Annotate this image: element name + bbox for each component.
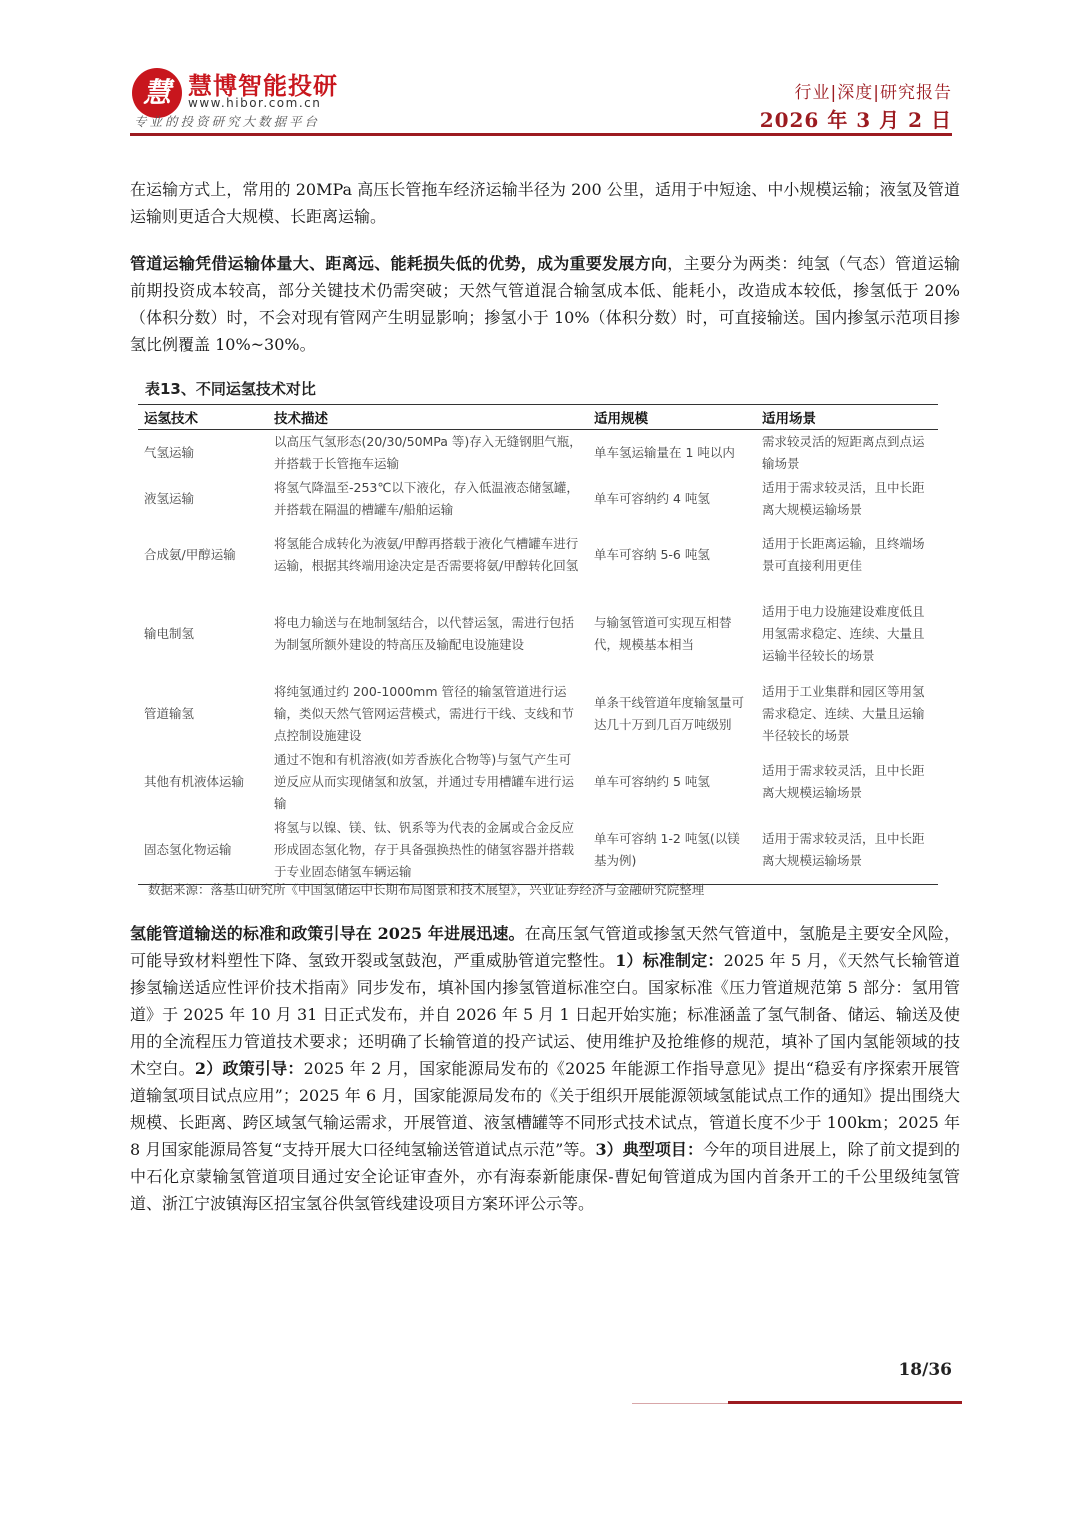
hibor-logo-icon: 慧 bbox=[132, 68, 182, 118]
cell-scene: 适用于长距离运输，且终端场景可直接利用更佳 bbox=[762, 536, 925, 573]
cell-scale: 单条干线管道年度输氢量可达几十万到几百万吨级别 bbox=[594, 695, 745, 732]
standards-text-1: 在高压氢气管道或掺氢天然气管道中，氢脆是主要安全风险，可能导致材料塑性下降、氢致开裂或氢鼓泡，严重威胁管道完整性。 bbox=[130, 924, 960, 970]
cell-scale: 单车氢运输量在 1 吨以内 bbox=[594, 445, 735, 460]
cell-scene: 适用于需求较灵活，且中长距离大规模运输场景 bbox=[762, 763, 925, 800]
cell-scene: 适用于工业集群和园区等用氢需求稳定、连续、大量且运输半径较长的场景 bbox=[762, 684, 925, 743]
table-header-row bbox=[138, 405, 938, 430]
report-type: 行业|深度|研究报告 bbox=[794, 83, 952, 103]
page-number: 18/36 bbox=[898, 1360, 952, 1380]
paragraph-standards-policy bbox=[130, 920, 960, 1217]
cell-desc: 将电力输送与在地制氢结合，以代替运氢，需进行包括为制氢所额外建设的特高压及输配电设施建设 bbox=[274, 615, 575, 652]
cell-tech: 其他有机液体运输 bbox=[144, 774, 245, 789]
pipeline-lead-sentence: 管道运输凭借运输体量大、距离远、能耗损失低的优势，成为重要发展方向 bbox=[130, 254, 668, 273]
standards-lead-sentence: 氢能管道输送的标准和政策引导在 2025 年进展迅速。 bbox=[130, 924, 525, 943]
table-row bbox=[138, 522, 938, 588]
cell-scene: 需求较灵活的短距离点到点运输场景 bbox=[762, 434, 925, 471]
paragraph-transport-modes: 在运输方式上，常用的 20MPa 高压长管拖车经济运输半径为 200 公里，适用于中短途、中小规模运输；液氢及管道运输则更适合大规模、长距离运输。 bbox=[130, 180, 960, 226]
cell-tech: 输电制氢 bbox=[144, 626, 195, 641]
table-row bbox=[138, 430, 938, 477]
cell-scale: 单车可容纳约 4 吨氢 bbox=[594, 491, 710, 506]
cell-desc: 将氢能合成转化为液氨/甲醇再搭载于液化气槽罐车进行运输，根据其终端用途决定是否需要将氨/甲醇转化回氢 bbox=[274, 536, 579, 573]
table-source-note: 数据来源：落基山研究所《中国氢储运中长期布局图景和技术展望》，兴业证券经济与金融研究院整理 bbox=[148, 882, 705, 897]
page-header bbox=[130, 62, 952, 136]
standards-text-4: 今年的项目进展上，除了前文提到的中石化京蒙输氢管道项目通过安全论证审查外，亦有海泰新能康保-曹妃甸管道成为国内首条开工的千公里级纯氢管道、浙江宁波镇海区招宝氢谷供氢管线建设项目方案环评公示等。 bbox=[130, 1140, 960, 1213]
cell-scale: 单车可容纳约 5 吨氢 bbox=[594, 774, 710, 789]
header-tech: 运氢技术 bbox=[138, 405, 268, 430]
table-title: 表13、不同运氢技术对比 bbox=[145, 380, 316, 398]
cell-desc: 以高压气氢形态(20/30/50MPa 等)存入无缝钢胆气瓶，并搭载于长管拖车运输 bbox=[274, 434, 582, 471]
table-row bbox=[138, 680, 938, 748]
header-scene: 适用场景 bbox=[756, 405, 938, 430]
report-date: 2026 年 3 月 2 日 bbox=[759, 108, 952, 132]
header-desc: 技术描述 bbox=[268, 405, 588, 430]
pipeline-body-text: ，主要分为两类：纯氢（气态）管道运输前期投资成本较高，部分关键技术仍需突破；天然气管道混合输氢成本低、能耗小，改造成本较低，掺氢低于 20%（体积分数）时，不会对现有管网产生明显影响；掺氢小于 10%（体积分数）时，可直接输送。国内掺氢示范项目掺氢比例覆盖 10%~30%。 bbox=[130, 254, 960, 354]
standards-heading-3: 3）典型项目： bbox=[595, 1140, 704, 1159]
cell-tech: 液氢运输 bbox=[144, 491, 195, 506]
standards-heading-1: 1）标准制定： bbox=[615, 951, 724, 970]
cell-scale: 单车可容纳 5-6 吨氢 bbox=[594, 547, 710, 562]
cell-scene: 适用于电力设施建设难度低且用氢需求稳定、连续、大量且运输半径较长的场景 bbox=[762, 604, 925, 663]
cell-scale: 单车可容纳 1-2 吨氢(以镁基为例) bbox=[588, 816, 756, 885]
brand-url: www.hibor.com.cn bbox=[188, 96, 322, 110]
cell-tech: 管道输氢 bbox=[144, 706, 195, 721]
cell-desc: 通过不饱和有机溶液(如芳香族化合物等)与氢气产生可逆反应从而实现储氢和放氢，并通过专用槽罐车进行运输 bbox=[274, 752, 575, 811]
cell-scale: 与输氢管道可实现互相替代，规模基本相当 bbox=[594, 615, 732, 652]
cell-tech: 气氢运输 bbox=[144, 445, 195, 460]
brand-slogan: 专业的投资研究大数据平台 bbox=[134, 114, 321, 129]
paragraph-pipeline-transport bbox=[130, 250, 960, 358]
table-row bbox=[138, 816, 938, 885]
table-row bbox=[138, 748, 938, 816]
standards-text-3: 2025 年 2 月，国家能源局发布的《2025 年能源工作指导意见》提出“稳妥有序探索开展管道输氢项目试点应用”；2025 年 6 月，国家能源局发布的《关于组织开展能源领域氢能试点工作的通知》提出围绕大规模、长距离、跨区域氢气输运需求，开展管道、液氢槽罐等不同形式技术试点，管道长度不少于 100km；2025 年 8 月国家能源局答复“支持开展大口径纯氢输送管道试点示范”等。 bbox=[130, 1059, 960, 1159]
cell-desc: 将氢气降温至-253℃以下液化，存入低温液态储氢罐，并搭载在隔温的槽罐车/船舶运输 bbox=[274, 480, 579, 517]
standards-text-2: 2025 年 5 月，《天然气长输管道掺氢输送适应性评价技术指南》同步发布，填补国内掺氢管道标准空白。国家标准《压力管道规范第 5 部分：氢用管道》于 2025 年 10 月 31 日正式发布，并自 2026 年 5 月 1 日起开始实施；标准涵盖了氢气制备、储运、输送及使用的全流程压力管道技术要求；还明确了长输管道的投产试运、使用维护及抢维修的规范，填补了国内氢能领域的技术空白。 bbox=[130, 951, 960, 1078]
cell-desc: 将氢与以镍、镁、钛、钒系等为代表的金属或合金反应形成固态氢化物，存于具备强换热性的储氢容器并搭载于专业固态储氢车辆运输 bbox=[268, 816, 588, 885]
cell-tech: 固态氢化物运输 bbox=[138, 816, 268, 885]
header-scale: 适用规模 bbox=[588, 405, 756, 430]
table-row bbox=[138, 588, 938, 680]
standards-heading-2: 2）政策引导： bbox=[194, 1059, 304, 1078]
cell-desc: 将纯氢通过约 200-1000mm 管径的输氢管道进行运输，类似天然气管网运营模式，需进行干线、支线和节点控制设施建设 bbox=[274, 684, 575, 743]
hydrogen-transport-comparison-table bbox=[138, 404, 938, 885]
footer-divider bbox=[728, 1401, 962, 1404]
brand-name: 慧博智能投研 bbox=[188, 72, 338, 100]
cell-scene: 适用于需求较灵活，且中长距离大规模运输场景 bbox=[756, 816, 938, 885]
cell-scene: 适用于需求较灵活，且中长距离大规模运输场景 bbox=[762, 480, 925, 517]
table-row bbox=[138, 476, 938, 522]
cell-tech: 合成氨/甲醇运输 bbox=[144, 547, 236, 562]
header-divider bbox=[130, 133, 952, 136]
